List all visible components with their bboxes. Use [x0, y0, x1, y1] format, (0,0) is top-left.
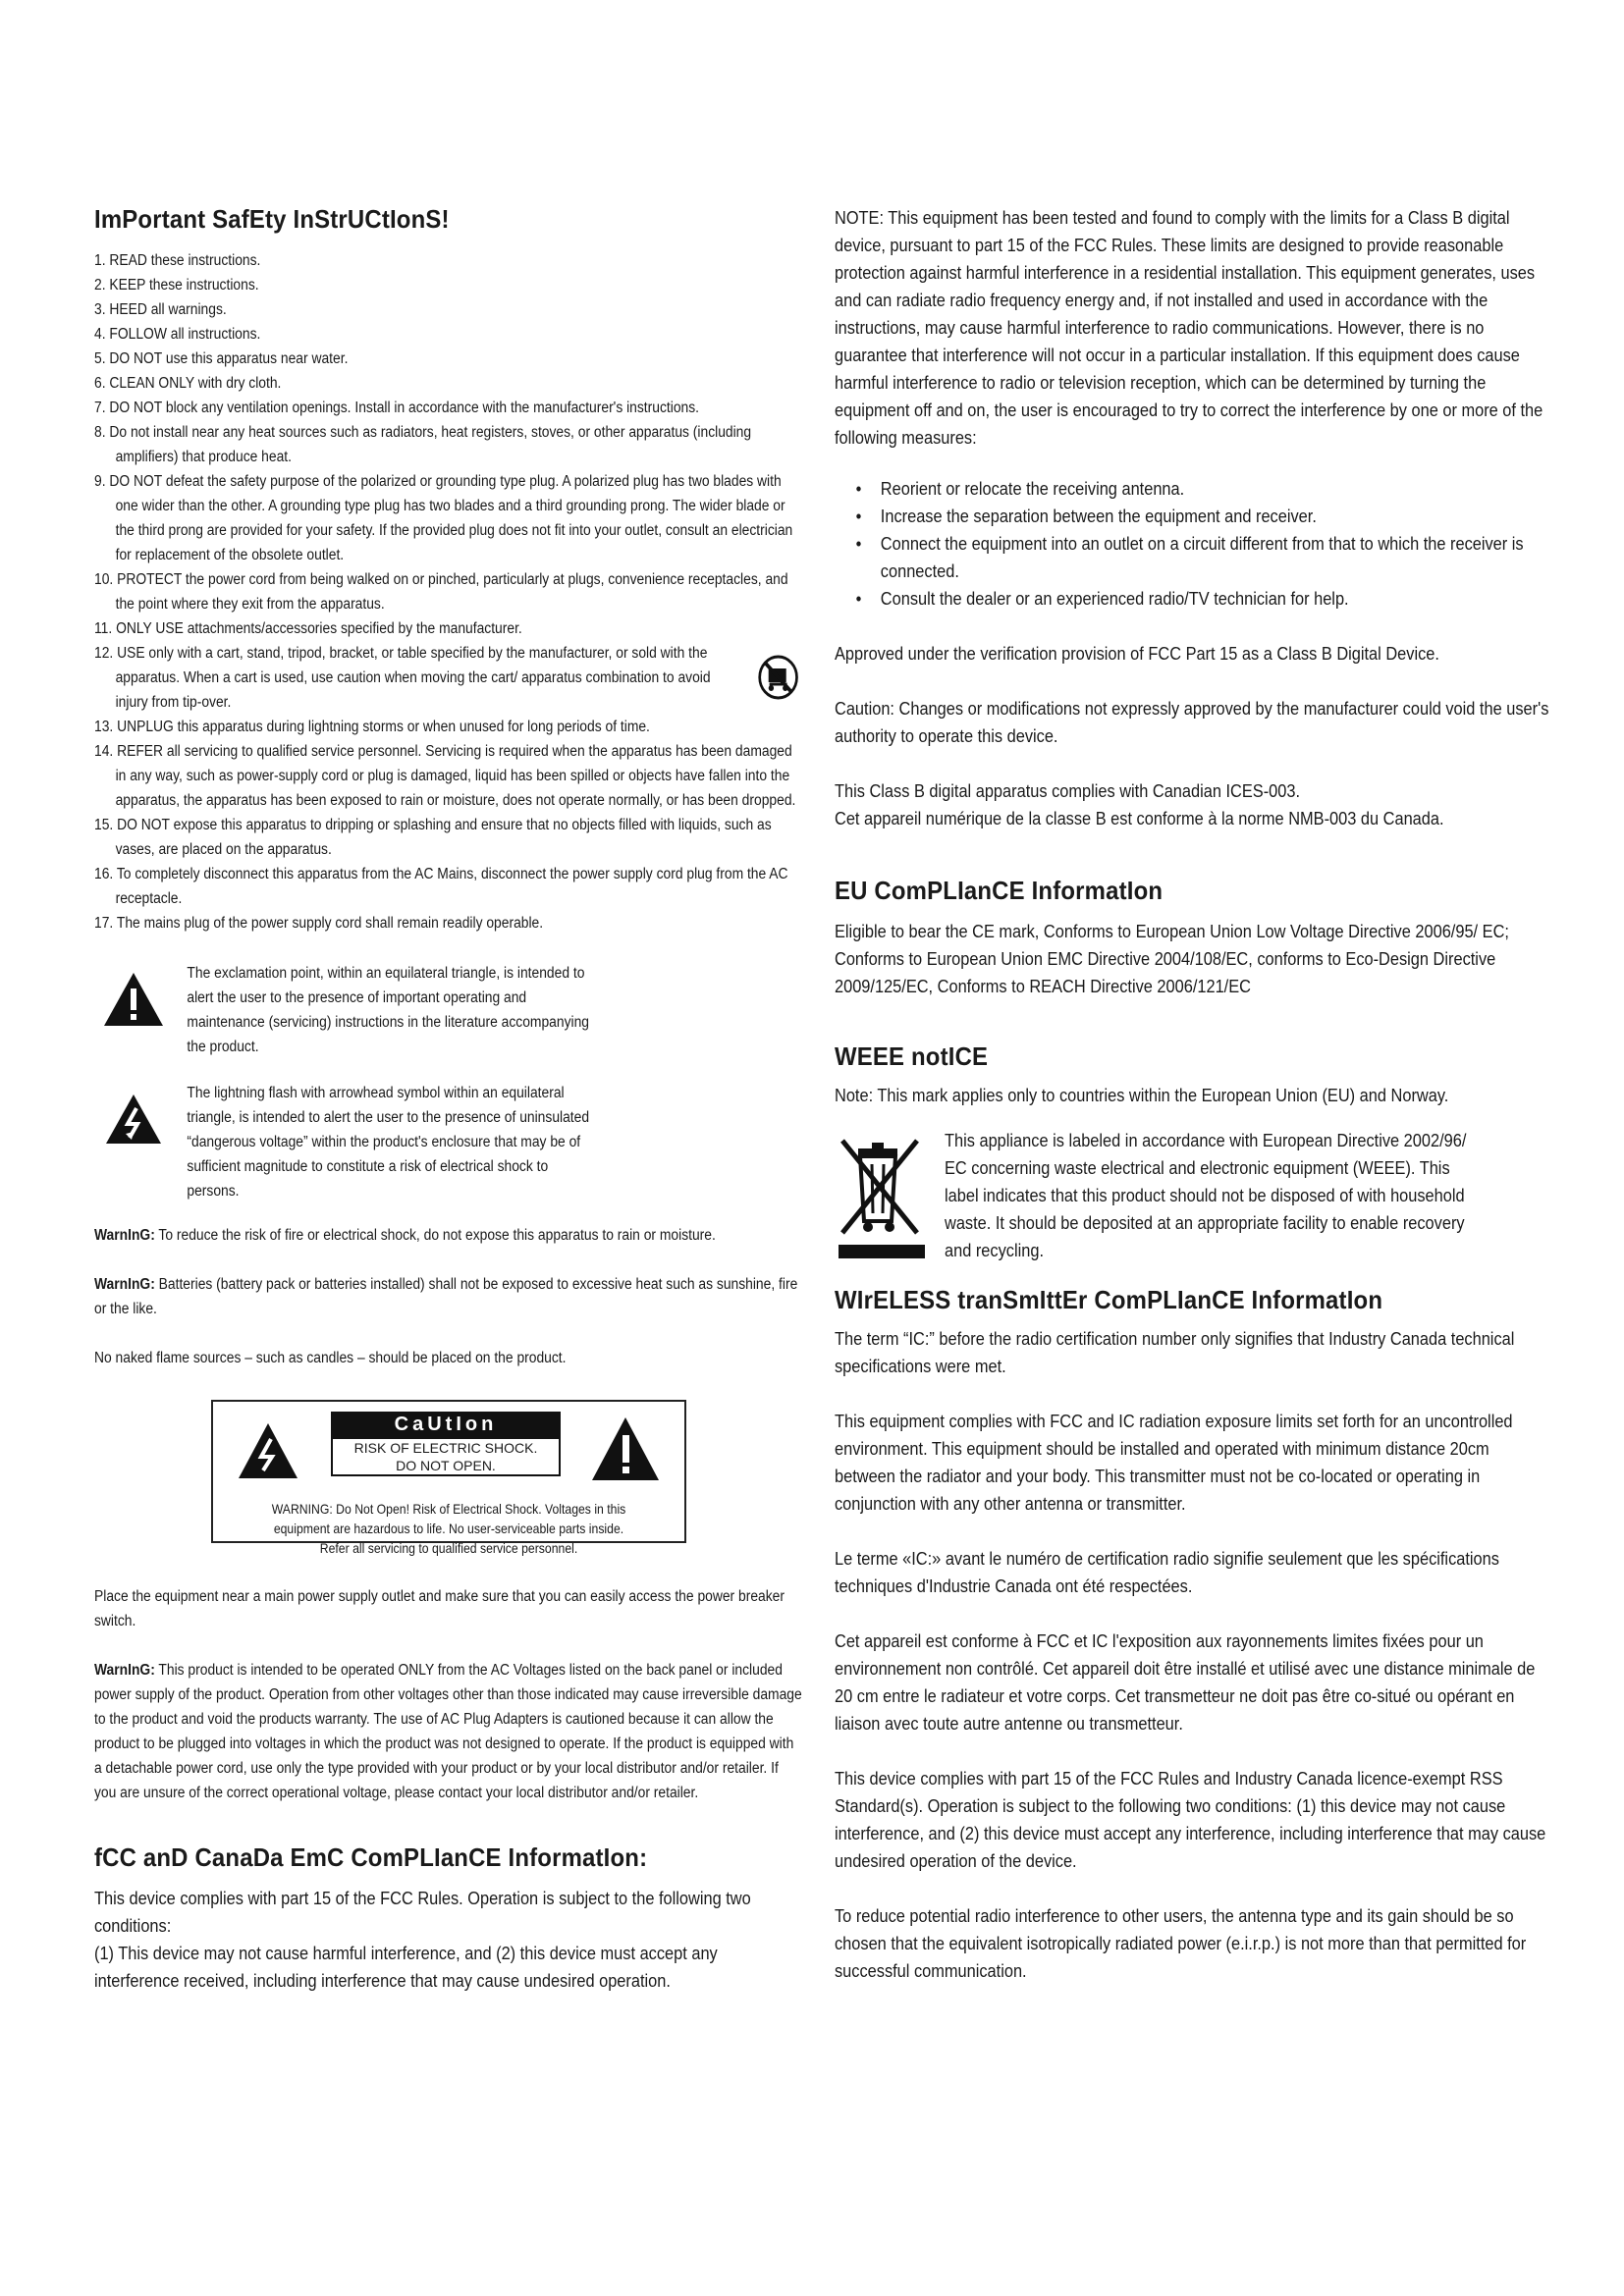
fcc-approved: Approved under the verification provision of FCC Part 15 as a Class B Digital Device.: [835, 644, 1439, 664]
warning-batteries-text: Batteries (battery pack or batteries installed) shall not be exposed to excessive heat such as sunshine, fire or the like.: [94, 1276, 798, 1317]
fcc-measure-4: • Consult the dealer or an experienced radio/TV technician for help.: [855, 589, 1349, 609]
right-column: [835, 204, 1551, 1985]
lightning-triangle-icon: [237, 1421, 299, 1480]
fcc-measures-list: [835, 475, 1572, 613]
safety-item-2: 2. KEEP these instructions.: [94, 277, 259, 294]
safety-item-8: 8. Do not install near any heat sources such as radiators, heat registers, stoves, or other apparatus (including amplifiers) that produce heat.: [94, 424, 752, 465]
caution-subtitle: [331, 1437, 561, 1476]
exclamation-notice: [94, 961, 803, 1059]
wireless-p3: Le terme «IC:» avant le numéro de certification radio signifie seulement que les spécifications techniques d'Industrie Canada ont été respectées.: [835, 1549, 1499, 1596]
safety-item-13: 13. UNPLUG this apparatus during lightning storms or when unused for long periods of time.: [94, 719, 650, 735]
wireless-p4: Cet appareil est conforme à FCC et IC l'exposition aux rayonnements limites fixées pour un environnement non contrôlé. Cet appareil doit être installé et utilisé avec une distance minimale de 20 cm entre le radiateur et votre corps. Cet transmetteur ne doit pas être co-situé ou opérant en liaison avec toute autre antenne ou transmetteur.: [835, 1631, 1536, 1734]
safety-item-12-text: 12. USE only with a cart, stand, tripod, bracket, or table specified by the manufacturer, or sold with the apparatus. When a cart is used, use caution when moving the cart/ apparatus combination to avoid injury from tip-over.: [94, 645, 711, 711]
exclamation-triangle-icon: [590, 1415, 661, 1482]
placement-notice: Place the equipment near a main power supply outlet and make sure that you can easily access the power breaker switch.: [94, 1588, 785, 1629]
caution-label: [94, 1400, 803, 1556]
safety-item-5: 5. DO NOT use this apparatus near water.: [94, 350, 349, 367]
no-cart-tipover-icon: [758, 655, 798, 700]
warning-voltage-text: This product is intended to be operated ONLY from the AC Voltages listed on the back panel or included power supply of the product. Operation from other voltages other than those indicated may cause irreversible damage to the product and void the products warranty. The use of AC Plug Adapters is cautioned because it can allow the product to be plugged into voltages in which the product was not designed to operate. If the product is equipped with a detachable power cord, use only the type provided with your product or by your local distributor and/or retailer. If you are unsure of the correct operational voltage, please contact your local distributor and/or retailer.: [94, 1662, 802, 1801]
caution-warn-line1: WARNING: Do Not Open! Risk of Electrical Shock. Voltages in this: [271, 1502, 626, 1517]
warning-batteries-head: WarnInG:: [94, 1276, 155, 1293]
weee-note: Note: This mark applies only to countries within the European Union (EU) and Norway.: [835, 1086, 1449, 1105]
safety-item-1: 1. READ these instructions.: [94, 252, 261, 269]
wireless-p1: The term “IC:” before the radio certification number only signifies that Industry Canada technical specifications were met.: [835, 1329, 1515, 1376]
wireless-p2: This equipment complies with FCC and IC radiation exposure limits set forth for an uncontrolled environment. This equipment should be installed and operated with minimum distance 20cm between the radiator and your body. This transmitter must not be co-located or operating in conjunction with any other antenna or transmitter.: [835, 1412, 1513, 1514]
fcc-canada-title: fCC anD CanaDa EmC ComPLIanCE InformatIon:: [94, 1842, 648, 1872]
safety-item-11: 11. ONLY USE attachments/accessories specified by the manufacturer.: [94, 620, 522, 637]
caution-box: [211, 1400, 686, 1556]
crossed-bin-icon: [835, 1135, 929, 1260]
caution-sub-line2: DO NOT OPEN.: [396, 1458, 496, 1473]
safety-item-6: 6. CLEAN ONLY with dry cloth.: [94, 375, 282, 392]
weee-notice: [835, 1127, 1551, 1265]
safety-title: ImPortant SafEty InStrUCtIonS!: [94, 204, 450, 234]
safety-item-7: 7. DO NOT block any ventilation openings. Install in accordance with the manufacturer's instructions.: [94, 400, 700, 416]
exclamation-text: The exclamation point, within an equilateral triangle, is intended to alert the user to the presence of important operating and maintenance (servicing) instructions in the literature accompanying the product.: [187, 965, 589, 1055]
caution-sub-line1: RISK OF ELECTRIC SHOCK.: [353, 1440, 538, 1456]
safety-item-14: 14. REFER all servicing to qualified service personnel. Servicing is required when the apparatus has been damaged in any way, such as power-supply cord or plug is damaged, liquid has been spilled or objects have fallen into the apparatus, the apparatus has been exposed to rain or moisture, does not operate normally, or has been dropped.: [94, 743, 796, 809]
exclamation-triangle-icon: [102, 971, 165, 1028]
wireless-p6: To reduce potential radio interference to other users, the antenna type and its gain should be so chosen that the equivalent isotropically radiated power (e.i.r.p.) is not more than that permitted for successful communication.: [835, 1906, 1527, 1981]
safety-item-10: 10. PROTECT the power cord from being walked on or pinched, particularly at plugs, convenience receptacles, and the point where they exit from the apparatus.: [94, 571, 788, 613]
wireless-title: WIrELESS tranSmIttEr ComPLIanCE InformatIon: [835, 1285, 1383, 1314]
warning-moisture: [94, 1223, 802, 1248]
fcc-note-text: NOTE: This equipment has been tested and found to comply with the limits for a Class B digital device, pursuant to part 15 of the FCC Rules. These limits are designed to provide reasonable protection against harmful interference in a residential installation. This equipment generates, uses and can radiate radio frequency energy and, if not installed and used in accordance with the instructions, may cause harmful interference to radio communications. However, there is no guarantee that interference will not occur in a particular installation. If this equipment does cause harmful interference to radio or television reception, which can be determined by turning the equipment off and on, the user is encouraged to try to correct the interference by one or more of the following measures:: [835, 208, 1543, 448]
safety-item-9: 9. DO NOT defeat the safety purpose of the polarized or grounding type plug. A polarized plug has two blades with one wider than the other. A grounding type plug has two blades and a third grounding prong. The wider blade or the third prong are provided for your safety. If the provided plug does not fit into your outlet, consult an electrician for replacement of the obsolete outlet.: [94, 473, 793, 563]
left-column: [94, 204, 803, 1995]
warning-voltage-head: WarnInG:: [94, 1662, 155, 1679]
fcc-measure-1: • Reorient or relocate the receiving antenna.: [855, 479, 1185, 499]
caution-warning-text: [245, 1500, 652, 1559]
fcc-canada-text1: This device complies with part 15 of the FCC Rules. Operation is subject to the following two conditions:: [94, 1889, 751, 1936]
ices-french: Cet appareil numérique de la classe B est conforme à la norme NMB-003 du Canada.: [835, 809, 1444, 828]
weee-text: This appliance is labeled in accordance with European Directive 2002/96/ EC concerning waste electrical and electronic equipment (WEEE). This label indicates that this product should not be disposed of with household waste. It should be deposited at an appropriate facility to enable recovery and recycling.: [945, 1131, 1467, 1260]
fcc-caution: Caution: Changes or modifications not expressly approved by the manufacturer could void the user's authority to operate this device.: [835, 699, 1549, 746]
warning-voltage: [94, 1658, 802, 1805]
eu-title: EU ComPLIanCE InformatIon: [835, 876, 1164, 905]
caution-warn-line3: Refer all servicing to qualified service personnel.: [319, 1541, 578, 1556]
safety-item-4: 4. FOLLOW all instructions.: [94, 326, 261, 343]
lightning-text: The lightning flash with arrowhead symbol within an equilateral triangle, is intended to alert the user to the presence of uninsulated “dangerous voltage” within the product's enclosure that may be of sufficient magnitude to constitute a risk of electrical shock to persons.: [187, 1085, 590, 1200]
lightning-notice: [94, 1081, 803, 1203]
warning-moisture-head: WarnInG:: [94, 1227, 155, 1244]
warning-moisture-text: To reduce the risk of fire or electrical shock, do not expose this apparatus to rain or moisture.: [158, 1227, 716, 1244]
fcc-measure-2: • Increase the separation between the equipment and receiver.: [855, 507, 1317, 526]
fcc-measure-3: • Connect the equipment into an outlet on a circuit different from that to which the receiver is connected.: [855, 534, 1524, 581]
flame-notice: No naked flame sources – such as candles – should be placed on the product.: [94, 1350, 567, 1366]
safety-item-12: [94, 641, 802, 715]
lightning-triangle-icon: [104, 1093, 163, 1146]
eu-text: Eligible to bear the CE mark, Conforms to European Union Low Voltage Directive 2006/95/ EC; Conforms to European Union EMC Directive 2004/108/EC, conforms to Eco-Design Directive 2009/125/EC, Conforms to REACH Directive 2006/121/EC: [835, 922, 1509, 996]
warning-batteries: [94, 1272, 802, 1321]
caution-title: CaUtIon: [331, 1412, 561, 1437]
wireless-p5: This device complies with part 15 of the FCC Rules and Industry Canada licence-exempt RSS Standard(s). Operation is subject to the following two conditions: (1) this device may not cause interference, and (2) this device must accept any interference, including interference that may cause undesired operation of the device.: [835, 1769, 1546, 1871]
safety-item-15: 15. DO NOT expose this apparatus to dripping or splashing and ensure that no objects filled with liquids, such as vases, are placed on the apparatus.: [94, 817, 772, 858]
safety-item-3: 3. HEED all warnings.: [94, 301, 227, 318]
weee-title: WEEE notICE: [835, 1041, 989, 1071]
safety-list: [94, 248, 802, 935]
fcc-canada-text2: (1) This device may not cause harmful interference, and (2) this device must accept any interference received, including interference that may cause undesired operation.: [94, 1944, 718, 1991]
ices-english: This Class B digital apparatus complies with Canadian ICES-003.: [835, 781, 1301, 801]
safety-item-16: 16. To completely disconnect this apparatus from the AC Mains, disconnect the power supply cord plug from the AC receptacle.: [94, 866, 788, 907]
safety-item-17: 17. The mains plug of the power supply cord shall remain readily operable.: [94, 915, 544, 932]
caution-warn-line2: equipment are hazardous to life. No user-serviceable parts inside.: [273, 1522, 624, 1536]
